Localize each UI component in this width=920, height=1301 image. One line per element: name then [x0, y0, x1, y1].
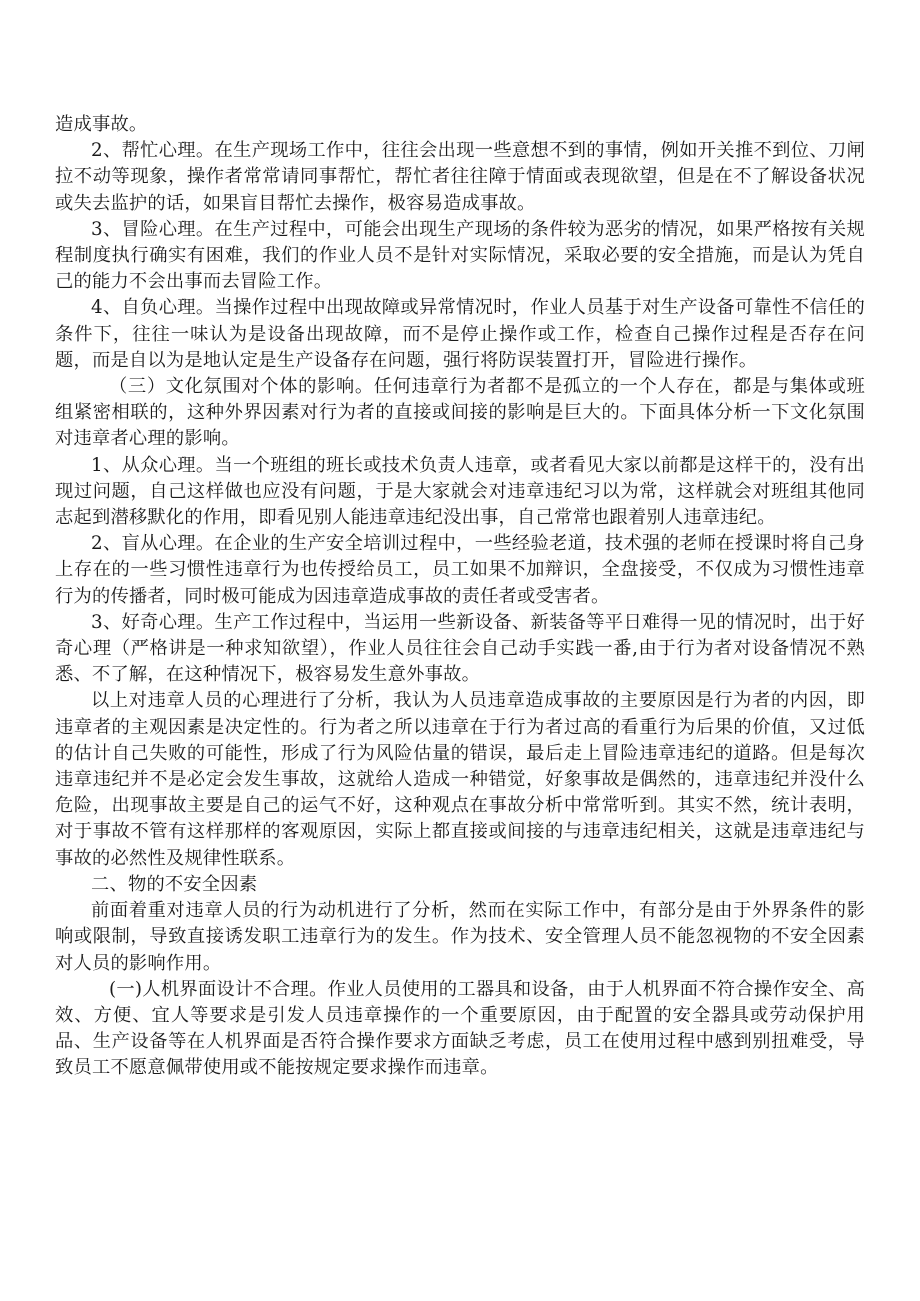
paragraph-analysis-summary: 以上对违章人员的心理进行了分析，我认为人员违章造成事故的主要原因是行为者的内因，即违章者的主观因素是决定性的。行为者之所以违章在于行为者过高的看重行为后果的价值，又过低的估计自己失败的可能性，形成了行为风险估量的错误，最后走上冒险违章违纪的道路。但是每次违章违纪并不是必定会发生事故，这就给人造成一种错觉，好象事故是偶然的，违章违纪并没什么危险，出现事故主要是自己的运气不好，这种观点在事故分析中常常听到。其实不然，统计表明，对于事故不管有这样那样的客观原因，实际上都直接或间接的与违章违纪相关，这就是违章违纪与事故的必然性及规律性联系。 — [55, 690, 865, 869]
paragraph-cultural-atmosphere: （三）文化氛围对个体的影响。任何违章行为者都不是孤立的一个人存在，都是与集体或班组紧密相联的，这种外界因素对行为者的直接或间接的影响是巨大的。下面具体分析一下文化氛围对违章者心理的影响。 — [55, 376, 865, 450]
section-heading-unsafe-objects: 二、物的不安全因素 — [91, 873, 258, 895]
paragraph-external-conditions: 前面着重对违章人员的行为动机进行了分析，然而在实际工作中，有部分是由于外界条件的影响或限制，导致直接诱发职工违章行为的发生。作为技术、安全管理人员不能忽视物的不安全因素对人员的影响作用。 — [55, 900, 865, 974]
paragraph-continuation: 造成事故。 — [55, 114, 148, 135]
paragraph-interface-design: (一)人机界面设计不合理。作业人员使用的工器具和设备，由于人机界面不符合操作安全、高效、方便、宜人等要求是引发人员违章操作的一个重要原因，由于配置的安全器具或劳动保护用品、生产设备等在人机界面是否符合操作要求方面缺乏考虑，员工在使用过程中感到别扭难受，导致员工不愿意佩带使用或不能按规定要求操作而违章。 — [55, 978, 865, 1079]
document-page — [55, 112, 865, 1082]
paragraph-conceit-mentality: 4、自负心理。当操作过程中出现故障或异常情况时，作业人员基于对生产设备可靠性不信任的条件下，往往一味认为是设备出现故障，而不是停止操作或工作，检查自己操作过程是否存在问题，而是自以为是地认定是生产设备存在问题，强行将防误装置打开，冒险进行操作。 — [55, 297, 865, 371]
paragraph-curiosity-mentality: 3、好奇心理。生产工作过程中，当运用一些新设备、新装备等平日难得一见的情况时，出于好奇心理（严格讲是一种求知欲望），作业人员往往会自己动手实践一番,由于行为者对设备情况不熟悉、不了解，在这种情况下，极容易发生意外事故。 — [55, 611, 865, 686]
paragraph-blind-following-mentality: 2、盲从心理。在企业的生产安全培训过程中，一些经验老道，技术强的老师在授课时将自己身上存在的一些习惯性违章行为也传授给员工，员工如果不加辩识，全盘接受，不仅成为习惯性违章行为的传播者，同时极可能成为因违章造成事故的责任者或受害者。 — [55, 533, 865, 607]
paragraph-conformity-mentality: 1、从众心理。当一个班组的班长或技术负责人违章，或者看见大家以前都是这样干的，没有出现过问题，自己这样做也应没有问题，于是大家就会对违章违纪习以为常，这样就会对班组其他同志起到潜移默化的作用，即看见别人能违章违纪没出事，自己常常也跟着别人违章违纪。 — [55, 454, 865, 529]
paragraph-risk-mentality: 3、冒险心理。在生产过程中，可能会出现生产现场的条件较为恶劣的情况，如果严格按有关规程制度执行确实有困难，我们的作业人员不是针对实际情况，采取必要的安全措施，而是认为凭自己的能力不会出事而去冒险工作。 — [55, 218, 865, 293]
paragraph-helping-mentality: 2、帮忙心理。在生产现场工作中，往往会出现一些意想不到的事情，例如开关推不到位、刀闸拉不动等现象，操作者常常请同事帮忙，帮忙者往往障于情面或表现欲望，但是在不了解设备状况或失去监护的话，如果盲目帮忙去操作，极容易造成事故。 — [55, 140, 865, 214]
